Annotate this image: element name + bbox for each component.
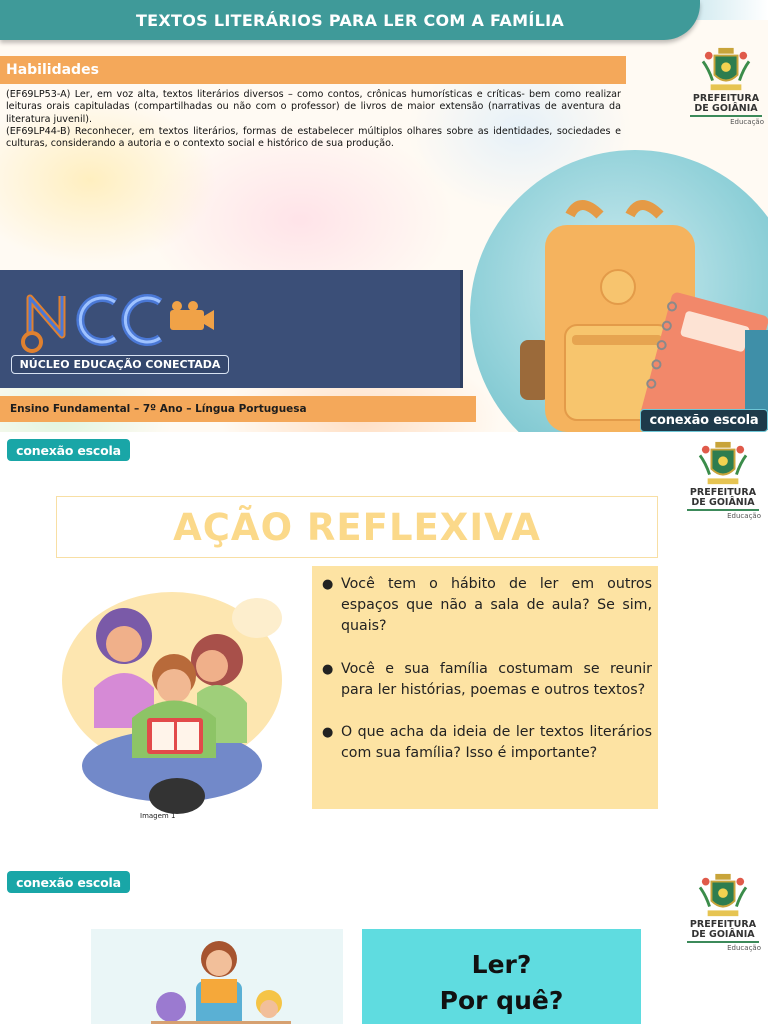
acao-reflexiva-slide (0, 432, 768, 864)
conexao-escola-badge: conexão escola (640, 409, 768, 432)
prefeitura-seal-icon (697, 46, 755, 94)
prefeitura-name-1: PREFEITURA (692, 93, 760, 104)
question-text: Você e sua família costumam se reunir para ler histórias, poemas e outros textos? (341, 660, 652, 698)
nec-caption: NÚCLEO EDUCAÇÃO CONECTADA (11, 355, 229, 374)
kid-reading-icon (91, 929, 343, 1024)
bullet-icon: ● (322, 661, 334, 677)
prefeitura-name-2: DE GOIÂNIA (691, 929, 755, 940)
question-item (322, 722, 652, 764)
question-text: Você tem o hábito de ler em outros espaços que não a sala de aula? Se sim, quais? (341, 576, 652, 635)
prefeitura-divider (687, 509, 759, 511)
prefeitura-logo (683, 440, 763, 520)
bullet-icon: ● (322, 725, 334, 741)
cover-slide (0, 0, 768, 432)
header-bar (0, 0, 700, 40)
ler-line-2: Por quê? (439, 986, 564, 1015)
prefeitura-sub: Educação (730, 118, 764, 126)
ler-por-que-slide (0, 864, 768, 1024)
questions-box (312, 566, 658, 809)
habilidade-ef69lp44: (EF69LP44-B) Reconhecer, em textos literários, formas de estabelecer múltiplos olhares sobre as identidades, sociedades e culturas, considerando a autoria e o contexto social e histórico de sua produção. (6, 125, 621, 150)
habilidades-text (6, 89, 621, 150)
acao-reflexiva-title: AÇÃO REFLEXIVA (173, 505, 541, 549)
prefeitura-seal-icon (694, 440, 752, 488)
prefeitura-sub: Educação (727, 944, 761, 952)
prefeitura-divider (690, 115, 762, 117)
question-item (322, 574, 652, 638)
conexao-escola-badge: conexão escola (7, 871, 130, 893)
prefeitura-seal-icon (694, 872, 752, 920)
prefeitura-divider (687, 941, 759, 943)
prefeitura-name-2: DE GOIÂNIA (691, 497, 755, 508)
bullet-icon: ● (322, 577, 334, 592)
habilidades-header (0, 56, 626, 84)
habilidades-label: Habilidades (6, 62, 99, 78)
header-accent (690, 0, 768, 20)
prefeitura-name-2: DE GOIÂNIA (694, 103, 758, 114)
ler-line-1: Ler? (471, 950, 532, 979)
backpack-icon (500, 195, 768, 432)
ensino-label: Ensino Fundamental – 7º Ano – Língua Portuguesa (10, 403, 307, 415)
prefeitura-name-1: PREFEITURA (689, 919, 757, 930)
kid-reading-image (91, 929, 343, 1024)
prefeitura-logo (686, 46, 766, 126)
conexao-escola-badge: conexão escola (7, 439, 130, 461)
prefeitura-sub: Educação (727, 512, 761, 520)
prefeitura-name-1: PREFEITURA (689, 487, 757, 498)
question-item (322, 659, 652, 701)
question-text: O que acha da ideia de ler textos literários com sua família? Isso é importante? (341, 724, 652, 762)
habilidade-ef69lp53: (EF69LP53-A) Ler, em voz alta, textos literários diversos – como contos, crônicas humorísticas e críticas- bem como realizar leituras orais capituladas (compartilhadas ou não com o professor) de livros de maior extensão (narrativas de aventura da literatura juvenil). (6, 89, 621, 125)
acao-reflexiva-title-box (56, 496, 658, 558)
image-caption: Imagem 1 (140, 812, 176, 820)
page-title: TEXTOS LITERÁRIOS PARA LER COM A FAMÍLIA (135, 10, 565, 30)
ensino-bar (0, 396, 476, 422)
family-reading-icon (32, 568, 314, 830)
ler-por-que-box (362, 929, 641, 1024)
prefeitura-logo (683, 872, 763, 952)
